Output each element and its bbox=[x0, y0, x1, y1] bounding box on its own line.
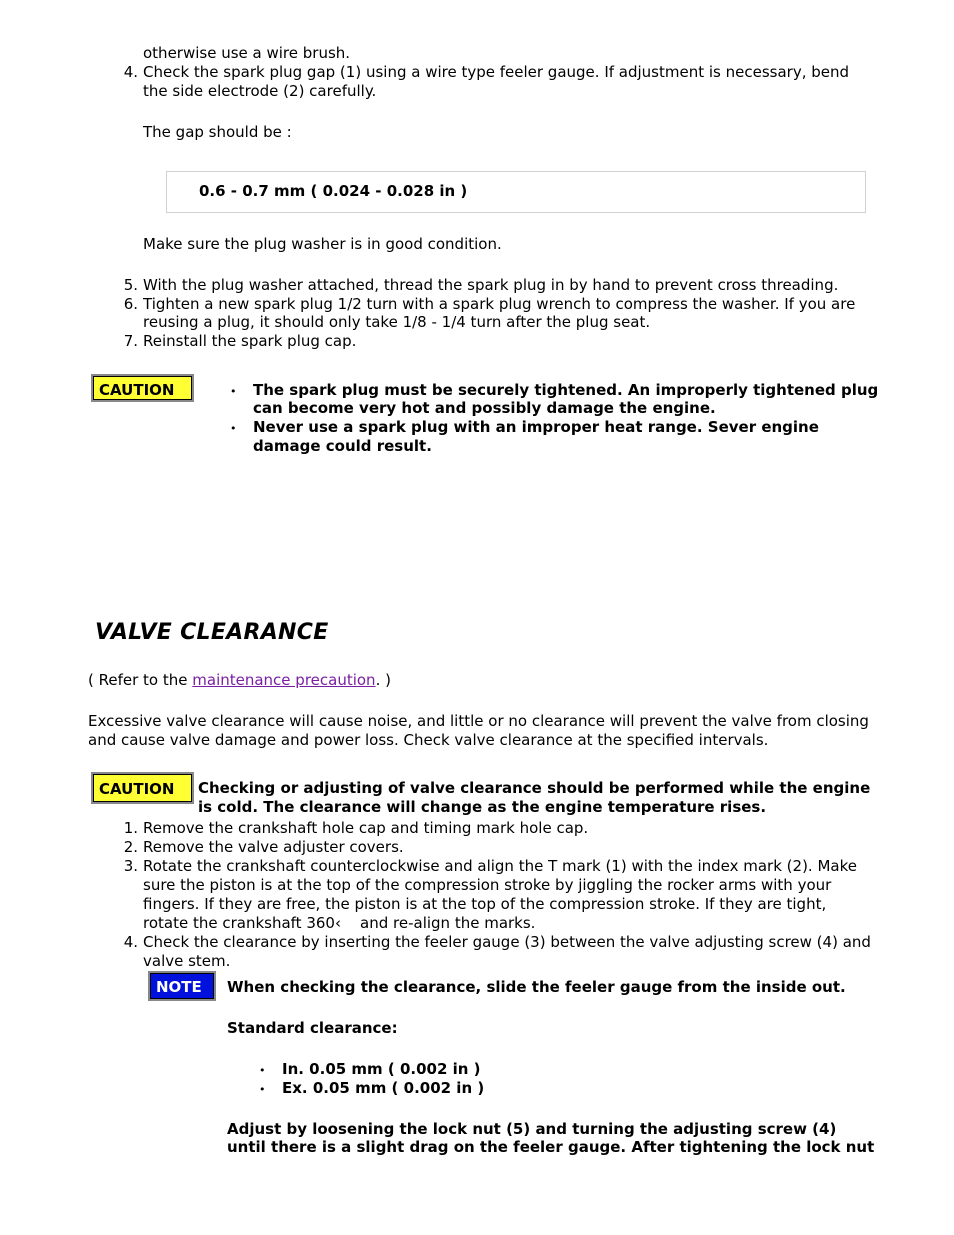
list-number: 2. bbox=[123, 838, 138, 856]
refer-prefix: ( Refer to the bbox=[88, 671, 193, 689]
caution-text: is cold. The clearance will change as the engine temperature rises. bbox=[198, 798, 767, 816]
intake-clearance: In. 0.05 mm ( 0.002 in ) bbox=[282, 1060, 481, 1078]
list-text: Tighten a new spark plug 1/2 turn with a spark plug wrench to compress the washer. If you are bbox=[143, 295, 856, 313]
list-number: 6. bbox=[123, 295, 138, 313]
washer-note: Make sure the plug washer is in good condition. bbox=[143, 235, 502, 253]
list-number: 4. bbox=[123, 63, 138, 81]
list-text: Check the clearance by inserting the feeler gauge (3) between the valve adjusting screw (4) and bbox=[143, 933, 871, 951]
list-number: 5. bbox=[123, 276, 138, 294]
section-title: VALVE CLEARANCE bbox=[95, 620, 329, 645]
continued-text: otherwise use a wire brush. bbox=[143, 44, 351, 62]
list-text: Remove the valve adjuster covers. bbox=[143, 838, 404, 856]
list-text: sure the piston is at the top of the compression stroke by jiggling the rocker arms with your bbox=[143, 876, 832, 894]
caution-text: damage could result. bbox=[253, 437, 432, 455]
gap-value: 0.6 - 0.7 mm ( 0.024 - 0.028 in ) bbox=[199, 182, 468, 200]
bullet-icon: • bbox=[259, 1083, 266, 1096]
note-badge: NOTE bbox=[148, 971, 216, 1001]
list-text: reusing a plug, it should only take 1/8 - 1/4 turn after the plug seat. bbox=[143, 313, 651, 331]
caution-text: The spark plug must be securely tightened. An improperly tightened plug bbox=[253, 381, 879, 399]
intro-text: and cause valve damage and power loss. Check valve clearance at the specified intervals. bbox=[88, 731, 769, 749]
list-text: With the plug washer attached, thread the spark plug in by hand to prevent cross threading. bbox=[143, 276, 839, 294]
caution-badge: CAUTION bbox=[91, 772, 194, 804]
list-text: Reinstall the spark plug cap. bbox=[143, 332, 357, 350]
standard-clearance-label: Standard clearance: bbox=[227, 1019, 398, 1037]
list-number: 4. bbox=[123, 933, 138, 951]
gap-label: The gap should be : bbox=[143, 123, 292, 141]
bullet-icon: • bbox=[230, 422, 237, 435]
intro-text: Excessive valve clearance will cause noise, and little or no clearance will prevent the valve from closing bbox=[88, 712, 869, 730]
list-text: Rotate the crankshaft counterclockwise and align the T mark (1) with the index mark (2). Make bbox=[143, 857, 857, 875]
maintenance-precaution-link[interactable]: maintenance precaution bbox=[192, 671, 376, 689]
exhaust-clearance: Ex. 0.05 mm ( 0.002 in ) bbox=[282, 1079, 485, 1097]
list-text: Remove the crankshaft hole cap and timing mark hole cap. bbox=[143, 819, 589, 837]
caution-badge: CAUTION bbox=[91, 374, 194, 402]
list-text: the side electrode (2) carefully. bbox=[143, 82, 377, 100]
list-number: 1. bbox=[123, 819, 138, 837]
list-text: fingers. If they are free, the piston is at the top of the compression stroke. If they are tight, bbox=[143, 895, 827, 913]
adjust-text: Adjust by loosening the lock nut (5) and turning the adjusting screw (4) bbox=[227, 1120, 837, 1138]
list-text: valve stem. bbox=[143, 952, 231, 970]
caution-text: Checking or adjusting of valve clearance should be performed while the engine bbox=[198, 779, 871, 797]
refer-suffix: . ) bbox=[375, 671, 391, 689]
bullet-icon: • bbox=[230, 385, 237, 398]
adjust-text: until there is a slight drag on the feeler gauge. After tightening the lock nut bbox=[227, 1138, 875, 1156]
list-text: rotate the crankshaft 360‹ and re-align the marks. bbox=[143, 914, 536, 932]
spec-box bbox=[166, 171, 866, 213]
caution-text: Never use a spark plug with an improper heat range. Sever engine bbox=[253, 418, 819, 436]
list-number: 3. bbox=[123, 857, 138, 875]
caution-text: can become very hot and possibly damage the engine. bbox=[253, 399, 716, 417]
note-text: When checking the clearance, slide the feeler gauge from the inside out. bbox=[227, 978, 846, 996]
list-number: 7. bbox=[123, 332, 138, 350]
bullet-icon: • bbox=[259, 1064, 266, 1077]
list-text: Check the spark plug gap (1) using a wire type feeler gauge. If adjustment is necessary, bend bbox=[143, 63, 850, 81]
refer-line bbox=[88, 671, 391, 690]
